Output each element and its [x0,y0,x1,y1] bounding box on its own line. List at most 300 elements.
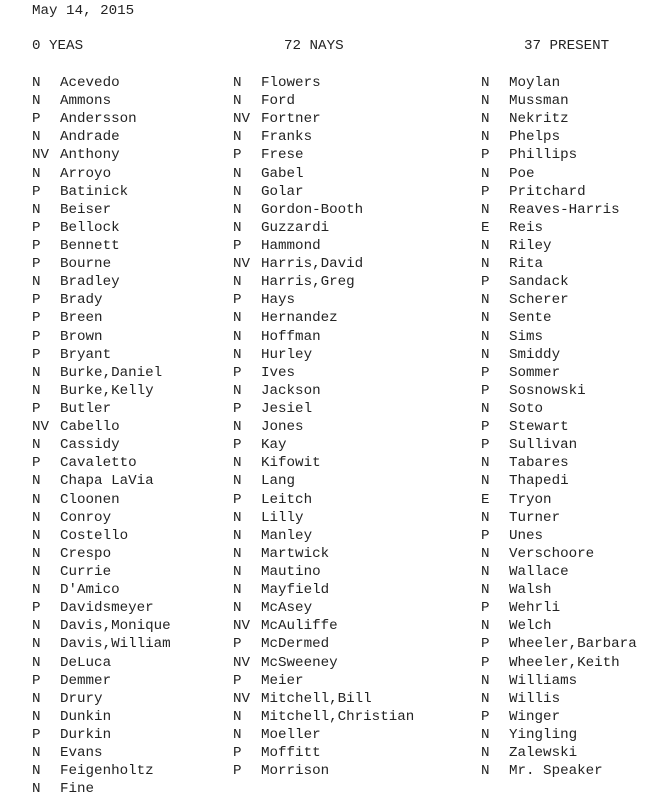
vote-code: N [481,165,490,182]
vote-code: N [481,690,490,707]
vote-code: P [32,219,41,236]
vote-code: N [32,93,41,110]
vote-code: P [32,256,41,273]
roll-call-row [481,563,637,581]
member-name: Hoffman [261,328,321,345]
member-name: Thapedi [509,473,569,490]
vote-code: P [32,600,41,617]
roll-call-row [32,744,171,762]
vote-code: N [233,93,242,110]
roll-call-column-2 [233,74,414,780]
member-name: Bryant [60,346,112,363]
vote-code: N [32,382,41,399]
roll-call-row [233,672,414,690]
roll-call-row [481,110,637,128]
member-name: Feigenholtz [60,763,154,780]
member-name: Sandack [509,274,569,291]
roll-call-row [481,309,637,327]
roll-call-row [481,581,637,599]
roll-call-row [32,309,171,327]
vote-code: N [481,310,490,327]
vote-code: E [481,491,490,508]
member-name: Wehrli [509,600,561,617]
vote-code: P [233,147,242,164]
member-name: Unes [509,527,544,544]
roll-call-row [32,346,171,364]
vote-code: P [32,400,41,417]
roll-call-row [481,509,637,527]
vote-code: P [233,636,242,653]
roll-call-row [233,110,414,128]
roll-call-row [32,364,171,382]
vote-code: P [233,745,242,762]
roll-call-row [233,708,414,726]
member-name: Demmer [60,672,112,689]
vote-code: P [32,183,41,200]
roll-call-row [233,581,414,599]
member-name: Breen [60,310,103,327]
vote-code: N [233,310,242,327]
roll-call-row [481,165,637,183]
member-name: Andersson [60,111,137,128]
member-name: Arroyo [60,165,112,182]
member-name: Smiddy [509,346,561,363]
member-name: Burke,Kelly [60,382,154,399]
vote-code: NV [233,654,251,671]
member-name: Sims [509,328,544,345]
vote-code: N [233,473,242,490]
member-name: McAuliffe [261,618,338,635]
roll-call-row [233,219,414,237]
member-name: Nekritz [509,111,569,128]
roll-call-row [233,599,414,617]
roll-call-row [481,346,637,364]
roll-call-row [32,382,171,400]
member-name: Scherer [509,292,569,309]
vote-code: N [32,437,41,454]
vote-code: P [481,382,490,399]
vote-code: P [481,437,490,454]
member-name: Dunkin [60,708,112,725]
roll-call-row [32,255,171,273]
vote-code: P [32,455,41,472]
member-name: Beiser [60,201,112,218]
member-name: Bradley [60,274,120,291]
roll-call-row [32,545,171,563]
roll-call-row [233,92,414,110]
member-name: Sullivan [509,437,578,454]
vote-code: N [32,545,41,562]
roll-call-row [481,128,637,146]
roll-call-row [32,780,171,798]
vote-code: N [233,726,242,743]
vote-code: P [233,364,242,381]
member-name: Jackson [261,382,321,399]
member-name: Wheeler,Barbara [509,636,637,653]
vote-code: N [233,219,242,236]
member-name: Crespo [60,545,112,562]
vote-code: N [481,75,490,91]
roll-call-row [233,545,414,563]
member-name: Mitchell,Christian [261,708,415,725]
roll-call-row [481,364,637,382]
vote-code: N [481,563,490,580]
roll-call-row [233,418,414,436]
vote-code: P [32,111,41,128]
vote-code: P [233,237,242,254]
member-name: Davidsmeyer [60,600,154,617]
member-name: Mr. Speaker [509,763,603,780]
vote-code: N [233,274,242,291]
roll-call-row [481,690,637,708]
roll-call-row [233,346,414,364]
member-name: Reaves-Harris [509,201,620,218]
roll-call-row [32,599,171,617]
vote-code: N [32,75,41,91]
vote-code: P [32,310,41,327]
member-name: Mautino [261,563,321,580]
vote-code: NV [233,690,251,707]
member-name: Bellock [60,219,120,236]
vote-code: N [481,763,490,780]
vote-code: P [32,726,41,743]
vote-code: NV [32,147,50,164]
roll-call-row [233,654,414,672]
roll-call-row [233,74,414,92]
member-name: Jesiel [261,400,313,417]
vote-code: N [481,672,490,689]
roll-call-row [32,690,171,708]
roll-call-row [481,183,637,201]
roll-call-row [32,563,171,581]
member-name: Willis [509,690,561,707]
yeas-total: 0 YEAS [32,38,84,54]
roll-call-row [481,491,637,509]
member-name: Reis [509,219,544,236]
vote-code: N [481,582,490,599]
member-name: Gabel [261,165,304,182]
member-name: Flowers [261,75,321,91]
vote-code: N [32,582,41,599]
member-name: Verschoore [509,545,595,562]
vote-code: N [32,745,41,762]
roll-call-row [481,146,637,164]
roll-call-row [481,599,637,617]
member-name: Harris,Greg [261,274,355,291]
member-name: Wheeler,Keith [509,654,620,671]
roll-call-row [481,635,637,653]
roll-call-row [32,237,171,255]
roll-call-row [481,762,637,780]
roll-call-row [481,219,637,237]
vote-code: N [32,491,41,508]
member-name: Mussman [509,93,569,110]
vote-code: N [32,563,41,580]
roll-call-row [32,762,171,780]
roll-call-row [481,654,637,672]
vote-code: P [32,672,41,689]
member-name: Walsh [509,582,552,599]
member-name: McDermed [261,636,330,653]
roll-call-row [32,454,171,472]
vote-code: N [481,400,490,417]
member-name: Mitchell,Bill [261,690,372,707]
vote-code: P [481,419,490,436]
vote-code: N [32,274,41,291]
vote-code: N [481,545,490,562]
vote-code: N [233,600,242,617]
member-name: Meier [261,672,304,689]
vote-code: N [233,563,242,580]
vote-code: E [481,219,490,236]
vote-code: P [32,292,41,309]
member-name: Andrade [60,129,120,146]
vote-code: N [481,509,490,526]
roll-call-row [32,672,171,690]
roll-call-row [32,165,171,183]
roll-call-row [233,744,414,762]
roll-call-row [233,237,414,255]
member-name: Hays [261,292,296,309]
roll-call-row [32,436,171,454]
member-name: Davis,William [60,636,171,653]
member-name: Stewart [509,419,569,436]
member-name: Poe [509,165,535,182]
roll-call-column-3 [481,74,637,780]
member-name: Acevedo [60,75,120,91]
roll-call-row [32,92,171,110]
member-name: Hurley [261,346,313,363]
roll-call-row [233,309,414,327]
vote-code: N [233,129,242,146]
vote-code: P [233,292,242,309]
member-name: Davis,Monique [60,618,171,635]
roll-call-row [233,128,414,146]
roll-call-row [32,509,171,527]
vote-code: N [481,256,490,273]
vote-code: N [32,165,41,182]
vote-code: N [32,763,41,780]
vote-code: P [32,328,41,345]
roll-call-row [233,382,414,400]
member-name: Ford [261,93,296,110]
member-name: Moffitt [261,745,321,762]
member-name: Lang [261,473,296,490]
roll-call-row [32,418,171,436]
member-name: Turner [509,509,561,526]
roll-call-row [481,454,637,472]
member-name: Zalewski [509,745,578,762]
vote-code: P [233,400,242,417]
vote-code: P [481,183,490,200]
member-name: Sommer [509,364,561,381]
vote-code: N [233,75,242,91]
member-name: Durkin [60,726,112,743]
vote-code: NV [233,256,251,273]
vote-code: P [32,237,41,254]
member-name: Kay [261,437,287,454]
member-name: Chapa LaVia [60,473,154,490]
vote-code: N [32,618,41,635]
member-name: Tryon [509,491,552,508]
vote-code: N [32,509,41,526]
roll-call-row [481,708,637,726]
vote-code: P [481,708,490,725]
roll-call-row [233,690,414,708]
roll-call-row [481,400,637,418]
vote-code: N [233,582,242,599]
roll-call-row [32,400,171,418]
member-name: Evans [60,745,103,762]
roll-call-row [481,328,637,346]
vote-code: N [32,636,41,653]
vote-code: NV [233,111,251,128]
member-name: Phelps [509,129,561,146]
vote-code: N [481,111,490,128]
roll-call-row [481,472,637,490]
nays-total: 72 NAYS [284,38,344,54]
roll-call-row [32,74,171,92]
roll-call-row [481,418,637,436]
roll-call-row [481,237,637,255]
vote-code: P [233,491,242,508]
roll-call-row [481,92,637,110]
roll-call-row [233,146,414,164]
present-total: 37 PRESENT [524,38,610,54]
member-name: Kifowit [261,455,321,472]
roll-call-row [481,617,637,635]
member-name: Cabello [60,419,120,436]
vote-code: P [481,654,490,671]
member-name: Williams [509,672,578,689]
member-name: Moeller [261,726,321,743]
roll-call-row [233,762,414,780]
roll-call-row [233,454,414,472]
member-name: DeLuca [60,654,112,671]
member-name: Martwick [261,545,330,562]
member-name: Bourne [60,256,112,273]
roll-call-row [32,491,171,509]
member-name: Hernandez [261,310,338,327]
roll-call-row [233,201,414,219]
roll-call-row [32,146,171,164]
member-name: Pritchard [509,183,586,200]
vote-code: NV [32,419,50,436]
member-name: Butler [60,400,112,417]
roll-call-row [233,563,414,581]
member-name: Hammond [261,237,321,254]
roll-call-row [233,472,414,490]
roll-call-row [233,527,414,545]
vote-code: P [481,274,490,291]
vote-code: P [481,636,490,653]
roll-call-row [233,183,414,201]
vote-code: N [233,527,242,544]
member-name: Golar [261,183,304,200]
roll-call-row [233,364,414,382]
vote-code: N [32,690,41,707]
roll-call-row [32,328,171,346]
member-name: Mayfield [261,582,330,599]
roll-call-row [481,74,637,92]
member-name: Anthony [60,147,120,164]
member-name: Jones [261,419,304,436]
roll-call-row [233,291,414,309]
member-name: Tabares [509,455,569,472]
member-name: Riley [509,237,552,254]
roll-call-row [32,654,171,672]
vote-code: N [233,346,242,363]
vote-code: N [32,654,41,671]
roll-call-row [481,726,637,744]
member-name: Leitch [261,491,313,508]
vote-code: N [233,328,242,345]
member-name: McSweeney [261,654,338,671]
roll-call-row [481,545,637,563]
member-name: Costello [60,527,129,544]
member-name: Welch [509,618,552,635]
vote-code: N [32,708,41,725]
vote-code: N [481,745,490,762]
member-name: Harris,David [261,256,364,273]
member-name: Gordon-Booth [261,201,364,218]
roll-call-row [32,291,171,309]
member-name: Conroy [60,509,112,526]
vote-code: N [32,364,41,381]
vote-code: P [233,672,242,689]
roll-call-row [233,617,414,635]
vote-code: P [233,763,242,780]
member-name: Brady [60,292,103,309]
member-name: Currie [60,563,112,580]
member-name: Cavaletto [60,455,137,472]
vote-code: N [481,93,490,110]
vote-code: N [481,473,490,490]
vote-code: NV [233,618,251,635]
member-name: Morrison [261,763,330,780]
member-name: Fortner [261,111,321,128]
vote-code: P [481,364,490,381]
roll-call-row [32,273,171,291]
vote-code: N [233,201,242,218]
member-name: Brown [60,328,103,345]
member-name: Ammons [60,93,112,110]
vote-code: N [481,129,490,146]
roll-call-row [32,183,171,201]
vote-code: N [481,726,490,743]
roll-call-row [32,726,171,744]
member-name: Ives [261,364,296,381]
roll-call-row [233,436,414,454]
vote-code: N [233,419,242,436]
vote-code: P [481,600,490,617]
roll-call-row [481,382,637,400]
member-name: Rita [509,256,544,273]
member-name: Sosnowski [509,382,586,399]
roll-call-row [32,201,171,219]
vote-code: P [481,527,490,544]
roll-call-row [481,527,637,545]
roll-call-row [233,273,414,291]
roll-call-row [481,291,637,309]
vote-code: N [32,527,41,544]
member-name: Frese [261,147,304,164]
roll-call-row [481,255,637,273]
member-name: Cloonen [60,491,120,508]
vote-code: N [481,237,490,254]
roll-call-row [32,110,171,128]
member-name: Bennett [60,237,120,254]
